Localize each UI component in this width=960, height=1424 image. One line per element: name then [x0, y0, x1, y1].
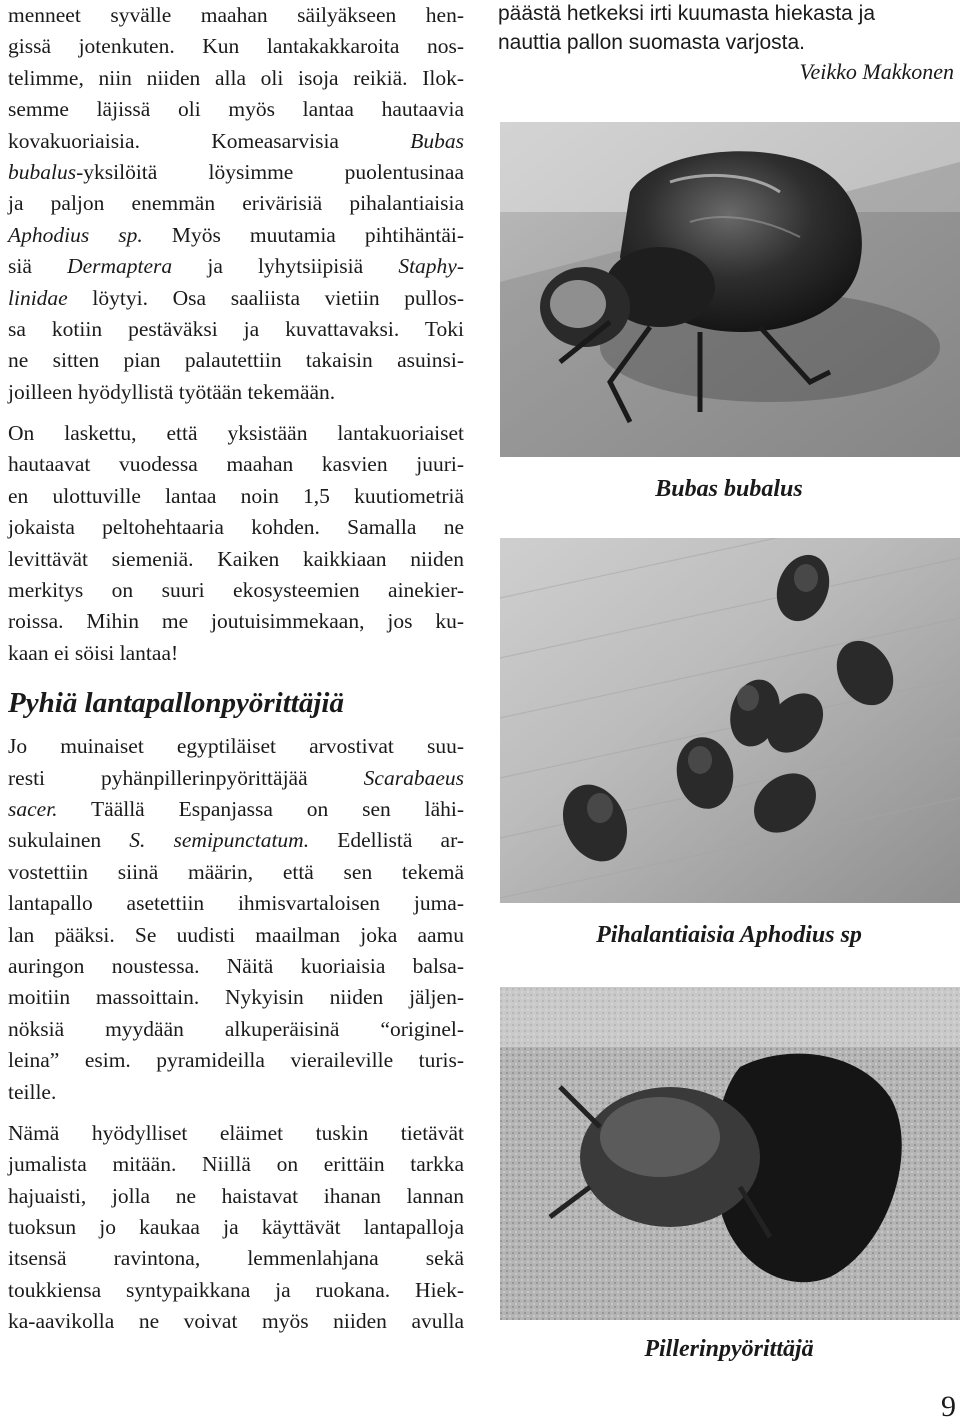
text-line: [8, 481, 464, 512]
beetle-photo-scarab: [500, 987, 960, 1320]
italic-term: bubalus: [8, 159, 77, 184]
text-line: [8, 220, 464, 251]
text-line: [8, 982, 464, 1013]
italic-term: Aphodius sp.: [8, 222, 143, 247]
text-line: [8, 1243, 464, 1274]
text-line: [8, 0, 464, 31]
text-line: [8, 251, 464, 282]
photo-caption: Bubas bubalus: [655, 476, 803, 502]
text-run: leina” esim. pyramideilla vieraileville turis-: [8, 1048, 464, 1073]
text-run: telimme, niin niiden alla oli isoja reikiä. Ilok-: [8, 65, 464, 90]
text-run: gissä jotenkuten. Kun lantakakkaroita nos-: [8, 34, 464, 59]
text-line: [8, 794, 464, 825]
text-run: teille.: [8, 1079, 57, 1104]
text-line: [8, 825, 464, 856]
italic-term: sacer.: [8, 796, 58, 821]
italic-term: Bubas: [410, 128, 464, 153]
text-line: [8, 920, 464, 951]
text-line: [8, 1275, 464, 1306]
photo-caption: Pillerinpyörittäjä: [644, 1336, 814, 1362]
text-line: [8, 1149, 464, 1180]
text-run: tuoksun jo kaukaa ja käyttävät lantapalloja: [8, 1215, 464, 1240]
text-run: jokaista peltohehtaaria kohden. Samalla ne: [8, 515, 464, 540]
continued-text-line: nauttia pallon suomasta varjosta.: [498, 30, 806, 54]
text-line: [8, 857, 464, 888]
text-run: toukkiensa syntypaikkana ja ruokana. Hiek-: [8, 1277, 464, 1302]
text-run: Jo muinaiset egyptiläiset arvostivat suu-: [8, 734, 464, 759]
text-line: [8, 951, 464, 982]
text-line: [8, 1045, 464, 1076]
text-line: [8, 763, 464, 794]
text-run: lan pääksi. Se uudisti maailman joka aamu: [8, 922, 464, 947]
text-run: Nämä hyödylliset eläimet tuskin tietävät: [8, 1120, 464, 1145]
italic-term: Scarabaeus: [363, 765, 464, 790]
text-line: [8, 31, 464, 62]
italic-term: S. semipunctatum.: [129, 828, 310, 853]
text-run: resti pyhänpillerinpyörittäjää: [8, 765, 364, 790]
text-line: [8, 126, 464, 157]
section-heading: Pyhiä lantapallonpyörittäjiä: [8, 687, 344, 720]
text-run: Myös muutamia pihtihäntäi-: [142, 222, 465, 247]
text-line: [8, 63, 464, 94]
text-line: [8, 638, 464, 669]
text-run: vostettiin siinä määrin, että sen tekemä: [8, 859, 464, 884]
text-run: auringon noustessa. Näitä kuoriaisia balsa-: [8, 953, 464, 978]
text-run: sukulainen: [8, 828, 130, 853]
text-run: On laskettu, että yksistään lantakuoriaiset: [8, 421, 464, 446]
text-line: [8, 449, 464, 480]
text-line: [8, 1014, 464, 1045]
text-line: [8, 1181, 464, 1212]
text-line: [8, 1118, 464, 1149]
text-line: [8, 283, 464, 314]
text-run: lantapallo asetettiin ihmisvartaloisen juma-: [8, 891, 464, 916]
text-run: löytyi. Osa saaliista vietiin pullos-: [67, 285, 464, 310]
text-line: [8, 512, 464, 543]
text-run: roissa. Mihin me joutuisimmekaan, jos ku-: [8, 609, 464, 634]
text-line: [8, 188, 464, 219]
photo-caption: Pihalantiaisia Aphodius sp: [596, 922, 862, 948]
text-line: [8, 1212, 464, 1243]
continued-text-line: päästä hetkeksi irti kuumasta hiekasta ja: [498, 2, 876, 25]
text-line: [8, 1077, 464, 1108]
italic-term: linidae: [8, 285, 68, 310]
text-run: jumalista mitään. Niillä on erittäin tarkka: [8, 1152, 464, 1177]
beetle-photo-bubas: [500, 122, 960, 457]
text-line: [8, 544, 464, 575]
text-run: merkitys on suuri ekosysteemien ainekier-: [8, 578, 464, 603]
text-run: Edellistä ar-: [309, 828, 464, 853]
paragraph-4: [8, 1118, 464, 1338]
text-run: levittävät siemeniä. Kaiken kaikkiaan niiden: [8, 546, 464, 571]
paragraph-1: [8, 0, 464, 408]
italic-term: Staphy-: [398, 254, 464, 279]
page-number: 9: [941, 1390, 956, 1423]
text-line: [8, 606, 464, 637]
text-line: [8, 888, 464, 919]
text-run: joilleen hyödyllistä työtään tekemään.: [8, 379, 336, 404]
text-line: [8, 575, 464, 606]
text-run: ka-aavikolla ne voivat myös niiden avulla: [8, 1309, 464, 1334]
text-run: ja lyhytsiipisiä: [172, 254, 399, 279]
text-run: -yksilöitä löysimme puolentusinaa: [76, 159, 464, 184]
text-line: [8, 345, 464, 376]
text-run: itsensä ravintona, lemmenlahjana sekä: [8, 1246, 464, 1271]
text-run: hajuaisti, jolla ne haistavat ihanan lannan: [8, 1183, 464, 1208]
text-run: kaan ei söisi lantaa!: [8, 640, 179, 665]
article-right-column: [498, 0, 960, 87]
text-run: moitiin massoittain. Nykyisin niiden jäljen-: [8, 985, 464, 1010]
italic-term: Dermaptera: [67, 254, 173, 279]
text-run: kovakuoriaisia. Komeasarvisia: [8, 128, 411, 153]
paragraph-3: [8, 731, 464, 1108]
text-run: semme läjissä oli myös lantaa hautaavia: [8, 97, 464, 122]
text-run: sa kotiin pestäväksi ja kuvattavaksi. Toki: [8, 316, 464, 341]
text-run: siä: [8, 254, 68, 279]
beetle-photo-aphodius: [500, 538, 960, 903]
paragraph-2: [8, 418, 464, 669]
text-line: [8, 377, 464, 408]
text-run: Täällä Espanjassa on sen lähi-: [57, 796, 464, 821]
article-left-column: [8, 0, 464, 1338]
text-run: en ulottuville lantaa noin 1,5 kuutiometriä: [8, 483, 464, 508]
text-run: menneet syvälle maahan säilyäkseen hen-: [8, 3, 464, 27]
text-line: [8, 418, 464, 449]
text-line: [8, 157, 464, 188]
text-line: [8, 94, 464, 125]
text-run: nöksiä myydään alkuperäisinä “originel-: [8, 1016, 464, 1041]
text-run: hautaavat vuodessa maahan kasvien juuri-: [8, 452, 464, 477]
text-run: ne sitten pian palautettiin takaisin asuinsi-: [8, 348, 464, 373]
text-line: [8, 731, 464, 762]
text-line: [8, 1306, 464, 1337]
text-line: [8, 314, 464, 345]
author-name: Veikko Makkonen: [799, 59, 954, 84]
text-run: ja paljon enemmän erivärisiä pihalantiaisia: [8, 191, 464, 216]
